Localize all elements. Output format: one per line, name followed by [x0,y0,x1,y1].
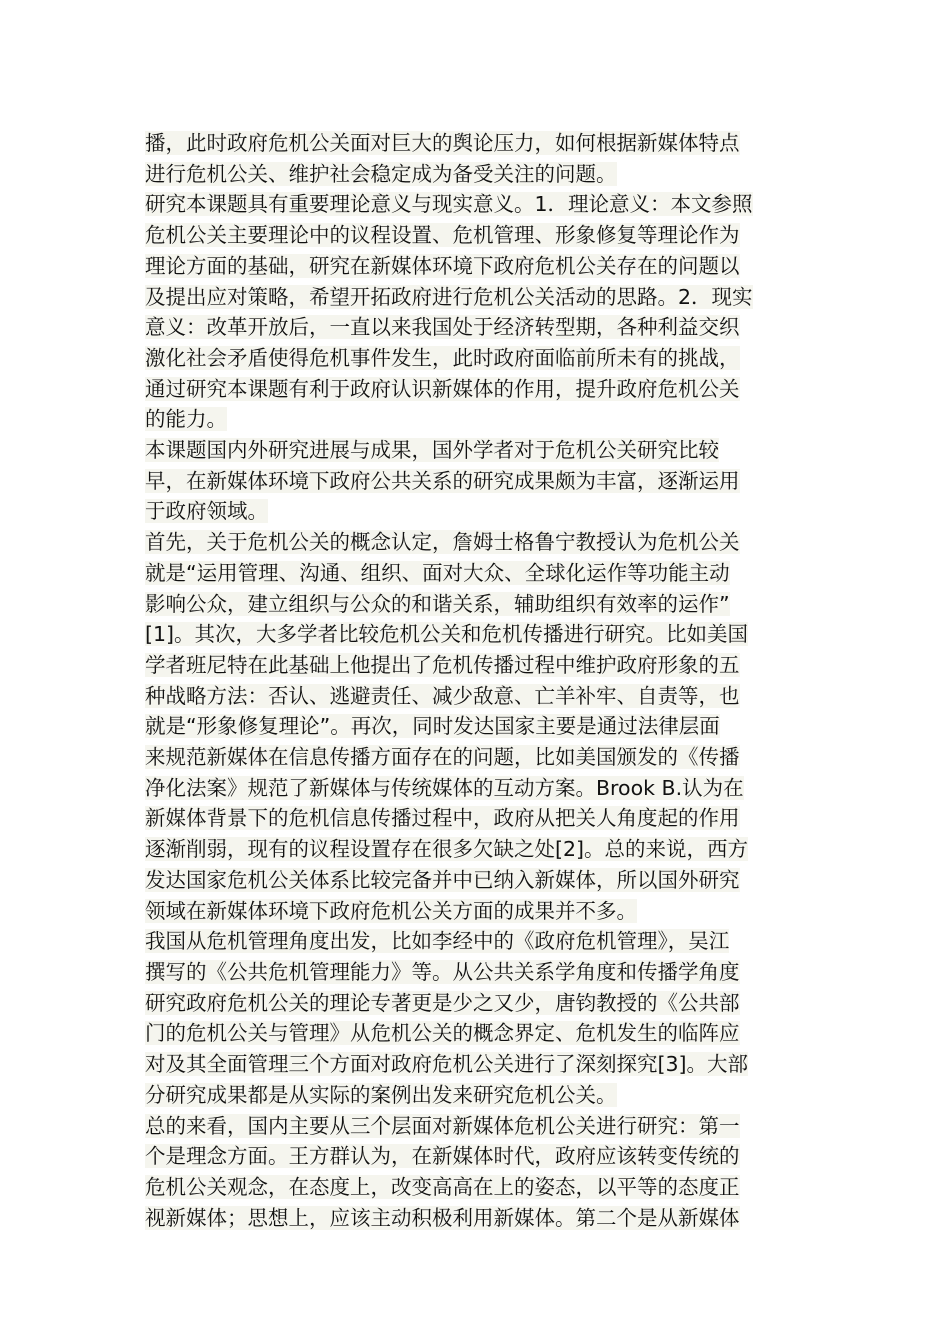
text-line: 就是“形象修复理论”。再次，同时发达国家主要是通过法律层面 [145,714,720,739]
text-line: 理论方面的基础，研究在新媒体环境下政府危机公关存在的问题以 [145,253,740,278]
text-line: 逐渐削弱，现有的议程设置存在很多欠缺之处[2]。总的来说，西方 [145,837,749,862]
paragraph-2 [145,189,810,435]
text-line: 危机公关观念，在态度上，改变高高在上的姿态，以平等的态度正 [145,1174,740,1199]
text-line: 研究政府危机公关的理论专著更是少之又少，唐钧教授的《公共部 [145,990,740,1015]
text-line: 总的来看，国内主要从三个层面对新媒体危机公关进行研究：第一 [145,1113,740,1138]
text-line: 通过研究本课题有利于政府认识新媒体的作用，提升政府危机公关 [145,376,740,401]
paragraph-1 [145,128,810,189]
text-line: 首先，关于危机公关的概念认定，詹姆士格鲁宁教授认为危机公关 [145,530,740,555]
text-line: 就是“运用管理、沟通、组织、面对大众、全球化运作等功能主动 [145,560,730,585]
paragraph-5 [145,926,810,1110]
text-line: 的能力。 [145,407,227,432]
text-line: 危机公关主要理论中的议程设置、危机管理、形象修复等理论作为 [145,223,740,248]
text-line: 分研究成果都是从实际的案例出发来研究危机公关。 [145,1082,617,1107]
text-line: 新媒体背景下的危机信息传播过程中，政府从把关人角度起的作用 [145,806,740,831]
paragraph-4 [145,527,810,926]
text-line: 个是理念方面。王方群认为，在新媒体时代，政府应该转变传统的 [145,1144,740,1169]
paragraph-3 [145,435,810,527]
text-line: 视新媒体；思想上，应该主动积极利用新媒体。第二个是从新媒体 [145,1205,740,1230]
text-line: 门的危机公关与管理》从危机公关的概念界定、危机发生的临阵应 [145,1021,740,1046]
text-line: 对及其全面管理三个方面对政府危机公关进行了深刻探究[3]。大部 [145,1052,749,1077]
text-line: 播，此时政府危机公关面对巨大的舆论压力，如何根据新媒体特点 [145,131,740,155]
text-line: [1]。其次，大多学者比较危机公关和危机传播进行研究。比如美国 [145,622,749,647]
text-line: 领域在新媒体环境下政府危机公关方面的成果并不多。 [145,898,637,923]
text-line: 早，在新媒体环境下政府公共关系的研究成果颇为丰富，逐渐运用 [145,468,740,493]
text-line: 及提出应对策略，希望开拓政府进行危机公关活动的思路。2．现实 [145,284,753,309]
text-line: 我国从危机管理角度出发，比如李经中的《政府危机管理》，吴江 [145,929,730,954]
text-line: 学者班尼特在此基础上他提出了危机传播过程中维护政府形象的五 [145,652,740,677]
paragraph-6 [145,1111,810,1234]
text-line: 意义：改革开放后，一直以来我国处于经济转型期，各种利益交织 [145,315,740,340]
text-line: 影响公众，建立组织与公众的和谐关系，辅助组织有效率的运作” [145,591,730,616]
text-line: 来规范新媒体在信息传播方面存在的问题，比如美国颁发的《传播 [145,745,740,770]
text-line: 研究本课题具有重要理论意义与现实意义。1．理论意义：本文参照 [145,192,753,217]
text-line: 激化社会矛盾使得危机事件发生，此时政府面临前所未有的挑战， [145,345,740,370]
text-line: 进行危机公关、维护社会稳定成为备受关注的问题。 [145,161,617,186]
text-line: 发达国家危机公关体系比较完备并中已纳入新媒体，所以国外研究 [145,867,740,892]
text-line: 于政府领域。 [145,499,268,524]
document-page [145,128,810,1233]
text-line: 净化法案》规范了新媒体与传统媒体的互动方案。Brook B.认为在 [145,775,744,800]
text-line: 撰写的《公共危机管理能力》等。从公共关系学角度和传播学角度 [145,959,740,984]
text-line: 种战略方法：否认、逃避责任、减少敌意、亡羊补牢、自责等，也 [145,683,740,708]
text-line: 本课题国内外研究进展与成果，国外学者对于危机公关研究比较 [145,438,719,463]
